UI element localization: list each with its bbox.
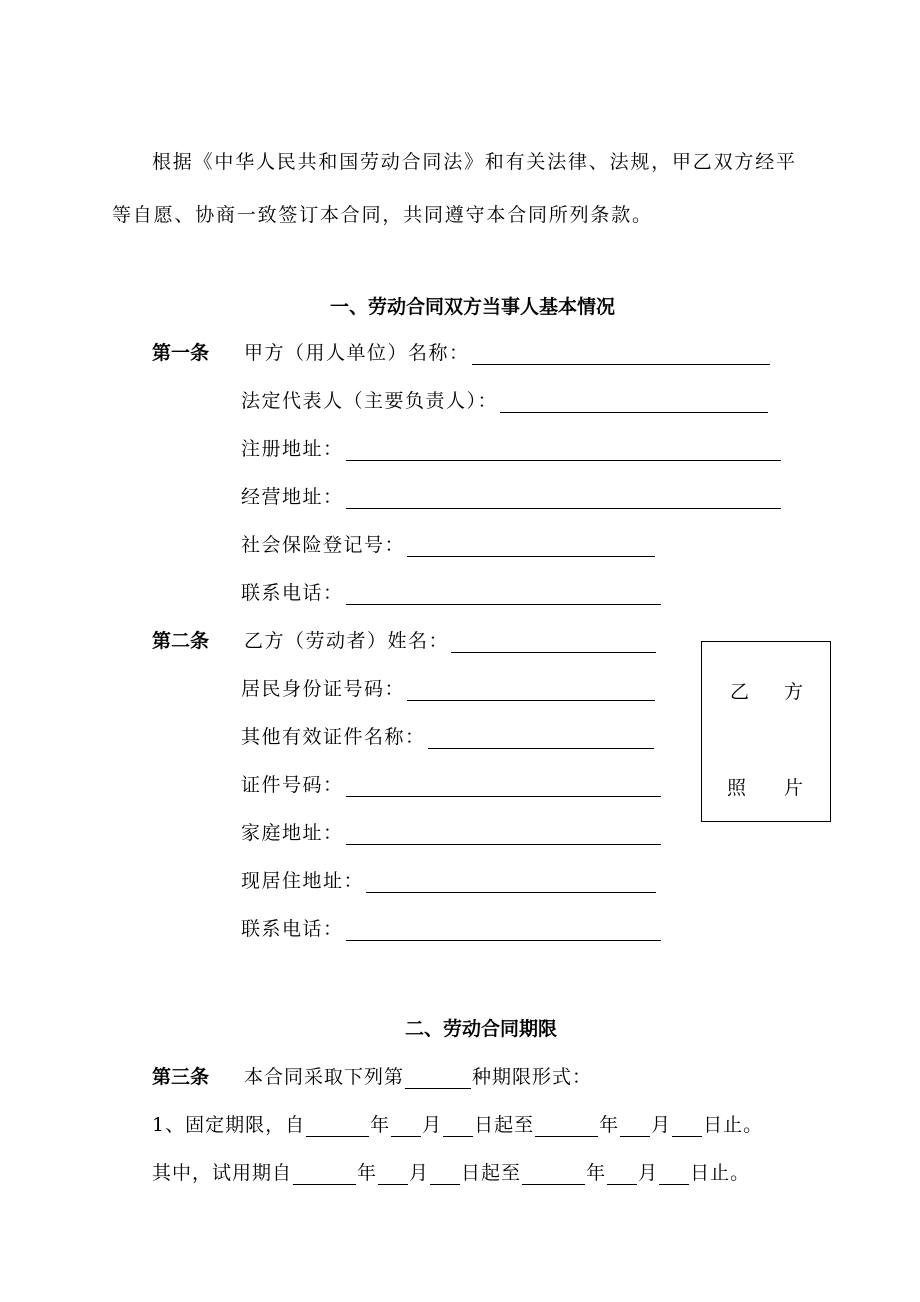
day-to-label: 日止。 bbox=[703, 1114, 764, 1136]
business-address-field[interactable] bbox=[241, 485, 781, 509]
term-form-row bbox=[244, 1065, 592, 1089]
field-label: 家庭地址： bbox=[241, 822, 344, 844]
term-form-blank[interactable] bbox=[405, 1068, 471, 1089]
legal-representative-field[interactable] bbox=[241, 389, 768, 413]
term-form-text-b: 种期限形式： bbox=[472, 1066, 593, 1088]
day-from-label: 日起至 bbox=[461, 1162, 522, 1184]
blank-line[interactable] bbox=[346, 440, 781, 461]
probation-end-day-blank[interactable] bbox=[659, 1164, 689, 1185]
social-insurance-number-field[interactable] bbox=[241, 533, 655, 557]
fixed-term-prefix: 1、固定期限，自 bbox=[152, 1114, 306, 1136]
field-label: 乙方（劳动者）姓名： bbox=[244, 630, 450, 652]
year-label: 年 bbox=[586, 1162, 607, 1184]
blank-line[interactable] bbox=[407, 536, 655, 557]
blank-line[interactable] bbox=[346, 488, 781, 509]
probation-start-month-blank[interactable] bbox=[378, 1164, 408, 1185]
id-document-number-field[interactable] bbox=[241, 773, 661, 797]
id-number-field[interactable] bbox=[241, 677, 655, 701]
probation-end-year-blank[interactable] bbox=[522, 1164, 585, 1185]
start-day-blank[interactable] bbox=[443, 1116, 473, 1137]
probation-prefix: 其中，试用期自 bbox=[152, 1162, 293, 1184]
field-label: 居民身份证号码： bbox=[241, 678, 406, 700]
intro-line-2: 等自愿、协商一致签订本合同，共同遵守本合同所列条款。 bbox=[112, 204, 653, 226]
other-id-name-field[interactable] bbox=[241, 725, 654, 749]
probation-start-day-blank[interactable] bbox=[430, 1164, 460, 1185]
month-label: 月 bbox=[409, 1162, 430, 1184]
field-label: 联系电话： bbox=[241, 918, 344, 940]
photo-box-char: 乙 bbox=[730, 681, 750, 703]
field-label: 注册地址： bbox=[241, 438, 344, 460]
blank-line[interactable] bbox=[366, 872, 656, 893]
day-to-label: 日止。 bbox=[690, 1162, 751, 1184]
year-label: 年 bbox=[599, 1114, 620, 1136]
blank-line[interactable] bbox=[451, 632, 656, 653]
photo-box-char: 照 bbox=[727, 777, 747, 799]
field-label: 联系电话： bbox=[241, 582, 344, 604]
intro-line-1: 根据《中华人民共和国劳动合同法》和有关法律、法规，甲乙双方经平 bbox=[152, 151, 797, 173]
field-label: 甲方（用人单位）名称： bbox=[244, 342, 470, 364]
blank-line[interactable] bbox=[346, 824, 661, 845]
article-2-label: 第二条 bbox=[152, 630, 210, 652]
article-3-label: 第三条 bbox=[152, 1066, 210, 1088]
section-2-title: 二、劳动合同期限 bbox=[405, 1018, 558, 1040]
photo-box-char: 片 bbox=[784, 777, 804, 799]
home-address-field[interactable] bbox=[241, 821, 661, 845]
photo-box-char: 方 bbox=[784, 681, 804, 703]
probation-end-month-blank[interactable] bbox=[607, 1164, 637, 1185]
field-label: 法定代表人（主要负责人）： bbox=[241, 390, 499, 412]
section-1-title: 一、劳动合同双方当事人基本情况 bbox=[330, 296, 616, 318]
start-month-blank[interactable] bbox=[391, 1116, 421, 1137]
blank-line[interactable] bbox=[346, 584, 661, 605]
blank-line[interactable] bbox=[428, 728, 654, 749]
probation-start-year-blank[interactable] bbox=[293, 1164, 356, 1185]
registered-address-field[interactable] bbox=[241, 437, 781, 461]
field-label: 社会保险登记号： bbox=[241, 534, 406, 556]
blank-line[interactable] bbox=[407, 680, 655, 701]
current-address-field[interactable] bbox=[241, 869, 656, 893]
month-label: 月 bbox=[651, 1114, 672, 1136]
end-month-blank[interactable] bbox=[620, 1116, 650, 1137]
blank-line[interactable] bbox=[472, 344, 770, 365]
field-label: 现居住地址： bbox=[241, 870, 365, 892]
blank-line[interactable] bbox=[500, 392, 768, 413]
year-label: 年 bbox=[370, 1114, 391, 1136]
party-a-phone-field[interactable] bbox=[241, 581, 661, 605]
month-label: 月 bbox=[422, 1114, 443, 1136]
start-year-blank[interactable] bbox=[306, 1116, 369, 1137]
party-b-name-field[interactable] bbox=[244, 629, 656, 653]
photo-box bbox=[701, 641, 831, 822]
term-form-text-a: 本合同采取下列第 bbox=[244, 1066, 405, 1088]
end-year-blank[interactable] bbox=[535, 1116, 598, 1137]
probation-row bbox=[152, 1161, 750, 1185]
end-day-blank[interactable] bbox=[672, 1116, 702, 1137]
field-label: 经营地址： bbox=[241, 486, 344, 508]
party-a-name-field[interactable] bbox=[244, 341, 770, 365]
party-b-phone-field[interactable] bbox=[241, 917, 661, 941]
year-label: 年 bbox=[357, 1162, 378, 1184]
field-label: 其他有效证件名称： bbox=[241, 726, 426, 748]
blank-line[interactable] bbox=[346, 776, 661, 797]
blank-line[interactable] bbox=[346, 920, 661, 941]
article-1-label: 第一条 bbox=[152, 342, 210, 364]
fixed-term-row bbox=[152, 1113, 763, 1137]
day-from-label: 日起至 bbox=[474, 1114, 535, 1136]
field-label: 证件号码： bbox=[241, 774, 344, 796]
month-label: 月 bbox=[638, 1162, 659, 1184]
